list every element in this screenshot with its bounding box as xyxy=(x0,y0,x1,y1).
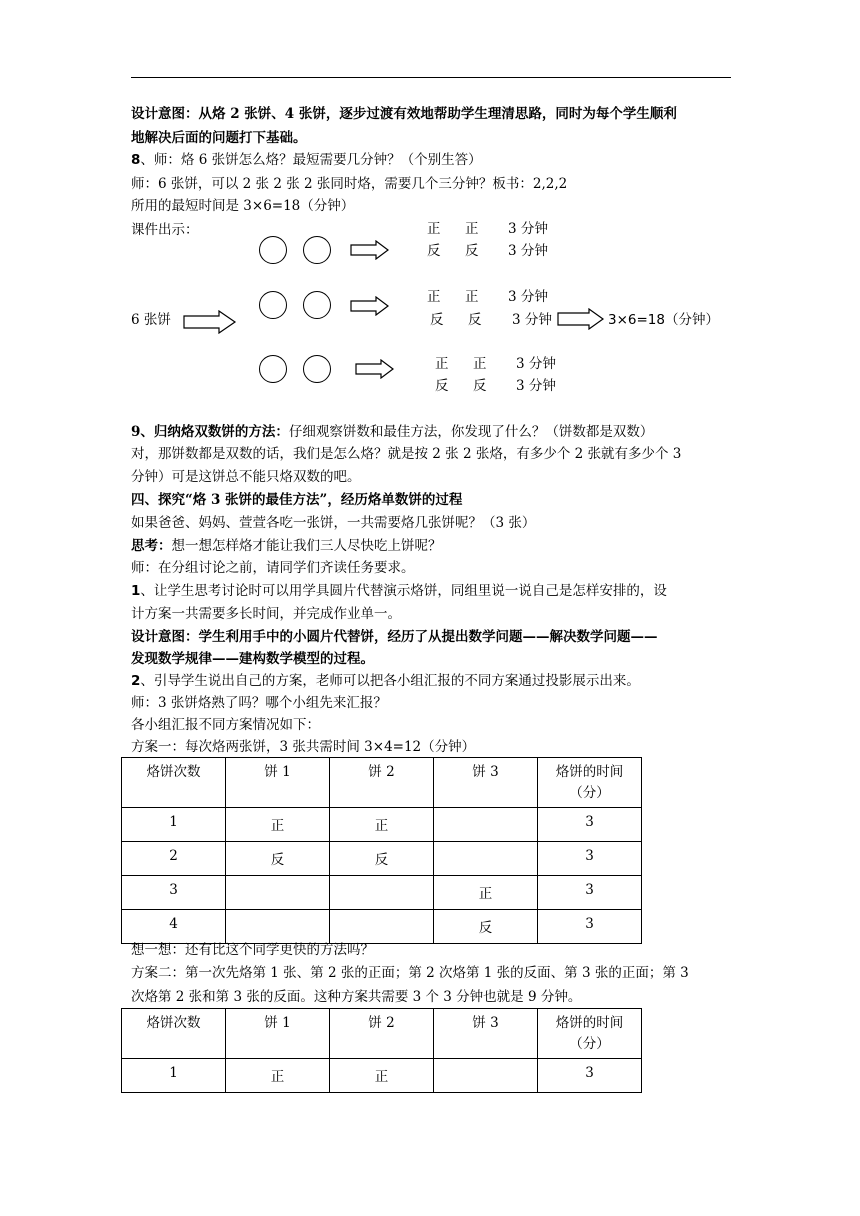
think-text: 想一想怎样烙才能让我们三人尽快吃上饼呢？ xyxy=(171,538,442,554)
table-cell: 1 xyxy=(122,808,226,842)
back-label: 反 xyxy=(468,312,482,328)
table-cell xyxy=(226,910,330,944)
table-row xyxy=(122,910,642,944)
item-1 xyxy=(131,581,667,601)
table-cell xyxy=(330,910,434,944)
table-header-cell: 烙饼次数 xyxy=(122,758,226,808)
q9-line-3: 分钟）可是这饼总不能只烙双数的吧。 xyxy=(131,469,361,485)
table-row xyxy=(122,842,642,876)
six-pancakes-label: 6 张饼 xyxy=(131,312,171,328)
table-row xyxy=(122,808,642,842)
item-2-number: 2 xyxy=(131,673,141,689)
table-cell xyxy=(434,808,538,842)
back-label: 反 xyxy=(473,378,487,394)
table-header-cell: 饼 2 xyxy=(330,758,434,808)
pancake-circle xyxy=(303,355,331,383)
item-1-cont: 计方案一共需要多长时间，并完成作业单一。 xyxy=(131,606,401,622)
question-9 xyxy=(131,422,653,442)
table-cell xyxy=(330,876,434,910)
front-label: 正 xyxy=(465,221,479,237)
table-cell: 反 xyxy=(434,910,538,944)
table-header-cell: 饼 2 xyxy=(330,1009,434,1059)
table-header-cell xyxy=(538,758,642,808)
back-label: 反 xyxy=(435,378,449,394)
table-header-row xyxy=(122,1009,642,1059)
design-intent-1: 设计意图：从烙 2 张饼、4 张饼，逐步过渡有效地帮助学生理清思路，同时为每个学生顺利 xyxy=(131,106,677,122)
table-cell: 反 xyxy=(330,842,434,876)
arrow-right-icon xyxy=(355,359,395,379)
q9-line-2: 对，那饼数都是双数的话，我们是怎么烙？就是按 2 张 2 张烙，有多少个 2 张就有多少个 3 xyxy=(131,446,682,462)
arrow-right-icon xyxy=(350,296,390,316)
table-cell: 反 xyxy=(226,842,330,876)
table-header-unit: （分） xyxy=(569,1036,610,1052)
table-cell: 正 xyxy=(330,808,434,842)
back-label: 反 xyxy=(465,243,479,259)
table-cell: 3 xyxy=(122,876,226,910)
plan-2-line-2: 次烙第 2 张和第 3 张的反面。这种方案共需要 3 个 3 分钟也就是 9 分钟。 xyxy=(131,989,582,1005)
table-cell: 3 xyxy=(538,808,642,842)
table-header-text: 烙饼的时间 xyxy=(555,1015,624,1031)
table-cell: 1 xyxy=(122,1059,226,1093)
pancake-circle xyxy=(259,236,287,264)
design-intent-1-cont: 地解决后面的问题打下基础。 xyxy=(131,130,307,146)
think-line xyxy=(131,536,442,556)
question-8 xyxy=(131,150,482,170)
table-row xyxy=(122,1059,642,1093)
design-intent-2: 设计意图：学生利用手中的小圆片代替饼，经历了从提出数学问题——解决数学问题—— xyxy=(131,629,658,645)
table-header-cell: 饼 3 xyxy=(434,758,538,808)
table-cell xyxy=(434,842,538,876)
table-cell: 3 xyxy=(538,842,642,876)
plan-1-line: 方案一：每次烙两张饼，3 张共需时间 3×4=12（分钟） xyxy=(131,739,476,755)
table-cell: 正 xyxy=(330,1059,434,1093)
table-header-cell: 饼 1 xyxy=(226,1009,330,1059)
table-cell: 2 xyxy=(122,842,226,876)
back-label: 反 xyxy=(430,312,444,328)
think-more-line: 想一想：还有比这个同学更快的方法吗？ xyxy=(131,942,374,958)
duration-label: 3 分钟 xyxy=(508,221,548,237)
duration-label: 3 分钟 xyxy=(512,312,552,328)
duration-label: 3 分钟 xyxy=(516,378,556,394)
arrow-right-icon xyxy=(557,308,605,330)
pancake-circle xyxy=(259,291,287,319)
section-4-heading: 四、探究“烙 3 张饼的最佳方法”，经历烙单数饼的过程 xyxy=(131,492,463,508)
design-intent-2-cont: 发现数学规律——建构数学模型的过程。 xyxy=(131,651,374,667)
item-1-number: 1 xyxy=(131,583,141,599)
q9-heading: 9、归纳烙双数饼的方法： xyxy=(131,424,289,440)
front-label: 正 xyxy=(473,356,487,372)
plan-2-table xyxy=(121,1008,642,1093)
table-cell: 正 xyxy=(226,1059,330,1093)
teacher-line: 师：6 张饼，可以 2 张 2 张 2 张同时烙，需要几个三分钟？板书：2,2,2 xyxy=(131,176,568,192)
teacher-ask-line: 师：3 张饼烙熟了吗？哪个小组先来汇报？ xyxy=(131,695,387,711)
duration-label: 3 分钟 xyxy=(516,356,556,372)
table-cell: 4 xyxy=(122,910,226,944)
item-2 xyxy=(131,671,640,691)
table-header-cell: 烙饼次数 xyxy=(122,1009,226,1059)
result-label: 3×6=18（分钟） xyxy=(608,312,719,328)
table-row xyxy=(122,876,642,910)
duration-label: 3 分钟 xyxy=(508,289,548,305)
back-label: 反 xyxy=(427,243,441,259)
table-header-cell: 饼 1 xyxy=(226,758,330,808)
pancake-circle xyxy=(303,291,331,319)
table-cell: 3 xyxy=(538,876,642,910)
arrow-right-icon xyxy=(183,310,237,334)
family-question: 如果爸爸、妈妈、萱萱各吃一张饼，一共需要烙几张饼呢？（3 张） xyxy=(131,515,536,531)
header-rule xyxy=(131,77,731,78)
front-label: 正 xyxy=(427,289,441,305)
table-header-row xyxy=(122,758,642,808)
think-label: 思考： xyxy=(131,538,172,554)
item-1-text: 、让学生思考讨论时可以用学具圆片代替演示烙饼，同组里说一说自己是怎样安排的，设 xyxy=(140,583,667,599)
table-header-cell: 饼 3 xyxy=(434,1009,538,1059)
table-cell: 3 xyxy=(538,1059,642,1093)
front-label: 正 xyxy=(427,221,441,237)
courseware-label: 课件出示： xyxy=(131,222,199,238)
table-cell xyxy=(226,876,330,910)
teacher-read-line: 师：在分组讨论之前，请同学们齐读任务要求。 xyxy=(131,560,415,576)
duration-label: 3 分钟 xyxy=(508,243,548,259)
table-header-cell xyxy=(538,1009,642,1059)
item-2-text: 、引导学生说出自己的方案，老师可以把各小组汇报的不同方案通过投影展示出来。 xyxy=(140,673,640,689)
table-cell xyxy=(434,1059,538,1093)
table-cell: 3 xyxy=(538,910,642,944)
q9-text: 仔细观察饼数和最佳方法，你发现了什么？（饼数都是双数） xyxy=(288,424,654,440)
table-cell: 正 xyxy=(434,876,538,910)
q8-text: 、师：烙 6 张饼怎么烙？最短需要几分钟？（个别生答） xyxy=(140,152,482,168)
arrow-right-icon xyxy=(350,240,390,260)
table-header-unit: （分） xyxy=(569,785,610,801)
min-time-line: 所用的最短时间是 3×6=18（分钟） xyxy=(131,198,355,214)
plan-1-table xyxy=(121,757,642,944)
plan-2-line-1: 方案二：第一次先烙第 1 张、第 2 张的正面；第 2 次烙第 1 张的反面、第 3 张的正面；第 3 xyxy=(131,965,689,981)
pancake-circle xyxy=(303,236,331,264)
front-label: 正 xyxy=(465,289,479,305)
pancake-circle xyxy=(259,355,287,383)
table-header-text: 烙饼的时间 xyxy=(555,764,624,780)
table-cell: 正 xyxy=(226,808,330,842)
front-label: 正 xyxy=(435,356,449,372)
q8-number: 8 xyxy=(131,152,141,168)
report-intro: 各小组汇报不同方案情况如下： xyxy=(131,717,320,733)
